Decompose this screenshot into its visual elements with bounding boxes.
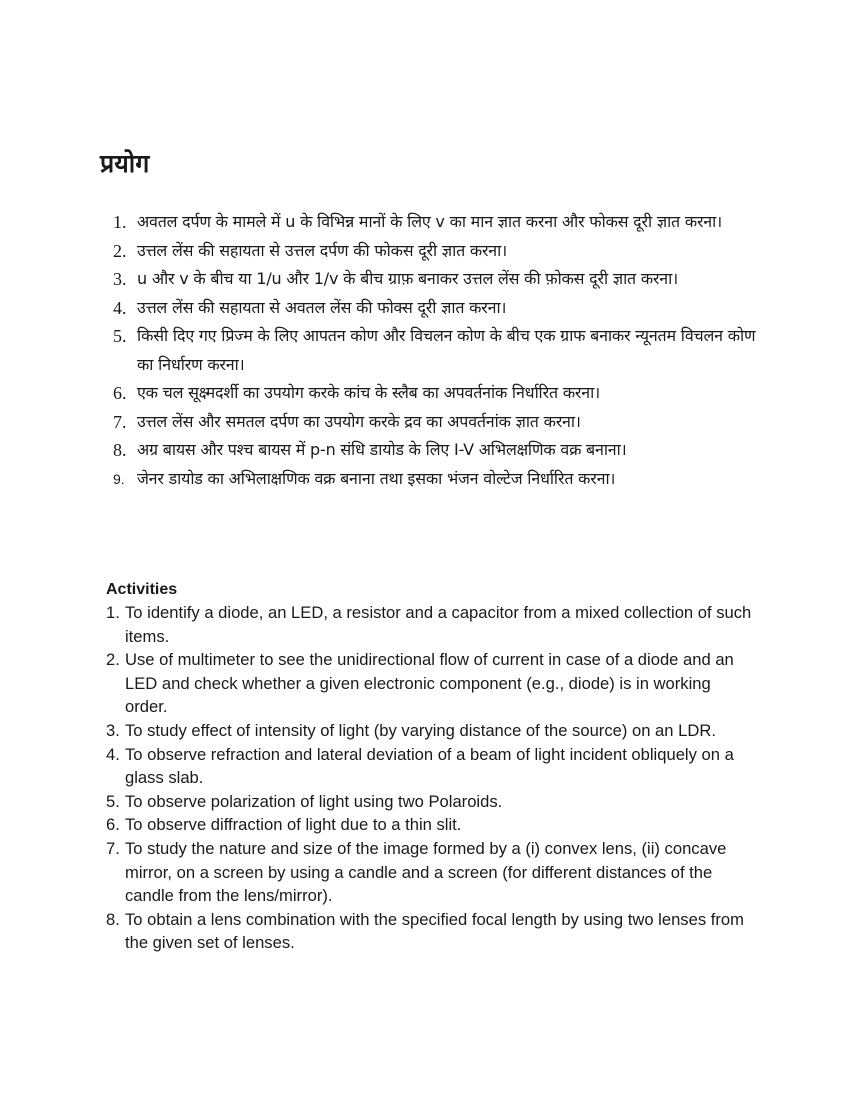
experiment-list [100, 208, 760, 493]
list-item [100, 408, 760, 437]
item-text: Use of multimeter to see the unidirectional flow of current in case of a diode and an LED and check whether a given electronic component (e.g., diode) is in working order. [125, 650, 734, 717]
list-item [100, 379, 760, 408]
page-title: प्रयोग [100, 149, 150, 178]
item-text: उत्तल लेंस की सहायता से अवतल लेंस की फोक्स दूरी ज्ञात करना। [137, 297, 507, 317]
item-text: किसी दिए गए प्रिज्म के लिए आपतन कोण और विचलन कोण के बीच एक ग्राफ बनाकर न्यूनतम विचलन कोण का निर्धारण करना। [137, 326, 756, 374]
item-number: 2. [106, 650, 120, 670]
list-item [106, 648, 756, 719]
item-text: To study the nature and size of the image formed by a (i) convex lens, (ii) concave mirror, on a screen by using a candle and a screen (for different distances of the candle from the lens/mirror). [125, 838, 727, 906]
item-number: 1. [113, 212, 127, 232]
item-text: To observe polarization of light using two Polaroids. [125, 791, 503, 811]
item-number: 5. [106, 791, 120, 811]
list-item [106, 743, 756, 790]
list-item [106, 813, 756, 837]
list-item [100, 265, 760, 294]
item-text: u और v के बीच या 1/u और 1/v के बीच ग्राफ़ बनाकर उत्तल लेंस की फ़ोकस दूरी ज्ञात करना। [137, 269, 678, 288]
item-text: अवतल दर्पण के मामले में u के विभिन्न मानों के लिए v का मान ज्ञात करना और फोकस दूरी ज्ञात करना। [137, 212, 722, 231]
item-text: To observe diffraction of light due to a thin slit. [125, 815, 462, 835]
item-number: 7. [106, 838, 120, 858]
item-text: जेनर डायोड का अभिलाक्षणिक वक्र बनाना तथा इसका भंजन वोल्टेज निर्धारित करना। [137, 468, 616, 488]
item-text: To observe refraction and lateral deviation of a beam of light incident obliquely on a glass slab. [125, 744, 734, 788]
item-number: 4. [106, 744, 120, 764]
item-text: To obtain a lens combination with the specified focal length by using two lenses from the given set of lenses. [125, 909, 744, 953]
list-item [100, 436, 760, 465]
list-item [106, 837, 756, 908]
list-item [106, 790, 756, 814]
item-number: 3. [106, 720, 120, 740]
activities-heading: Activities [106, 581, 178, 598]
list-item [100, 237, 760, 266]
activities-list [106, 601, 756, 955]
list-item [106, 719, 756, 743]
list-item [100, 465, 760, 494]
list-item [106, 601, 756, 648]
list-item [100, 208, 760, 237]
item-number: 9. [113, 470, 125, 487]
item-number: 3. [113, 269, 127, 289]
item-number: 4. [113, 297, 127, 318]
item-number: 7. [113, 411, 127, 432]
item-text: To identify a diode, an LED, a resistor and a capacitor from a mixed collection of such items. [125, 603, 752, 646]
item-number: 6. [106, 815, 120, 835]
list-item [106, 908, 756, 955]
item-text: अग्र बायस और पश्च बायस में p-n संधि डायोड के लिए I-V अभिलक्षणिक वक्र बनाना। [137, 440, 627, 459]
item-number: 1. [106, 603, 120, 622]
item-text: एक चल सूक्ष्मदर्शी का उपयोग करके कांच के स्लैब का अपवर्तनांक निर्धारित करना। [137, 383, 600, 402]
item-number: 8. [106, 909, 120, 929]
item-text: उत्तल लेंस की सहायता से उत्तल दर्पण की फोकस दूरी ज्ञात करना। [137, 240, 507, 260]
list-item [100, 322, 760, 379]
item-number: 8. [113, 440, 127, 460]
item-text: उत्तल लेंस और समतल दर्पण का उपयोग करके द्रव का अपवर्तनांक ज्ञात करना। [137, 411, 581, 431]
item-number: 6. [113, 383, 127, 403]
item-number: 5. [113, 326, 127, 346]
item-number: 2. [113, 240, 127, 261]
item-text: To study effect of intensity of light (by varying distance of the source) on an LDR. [125, 720, 716, 740]
list-item [100, 294, 760, 323]
